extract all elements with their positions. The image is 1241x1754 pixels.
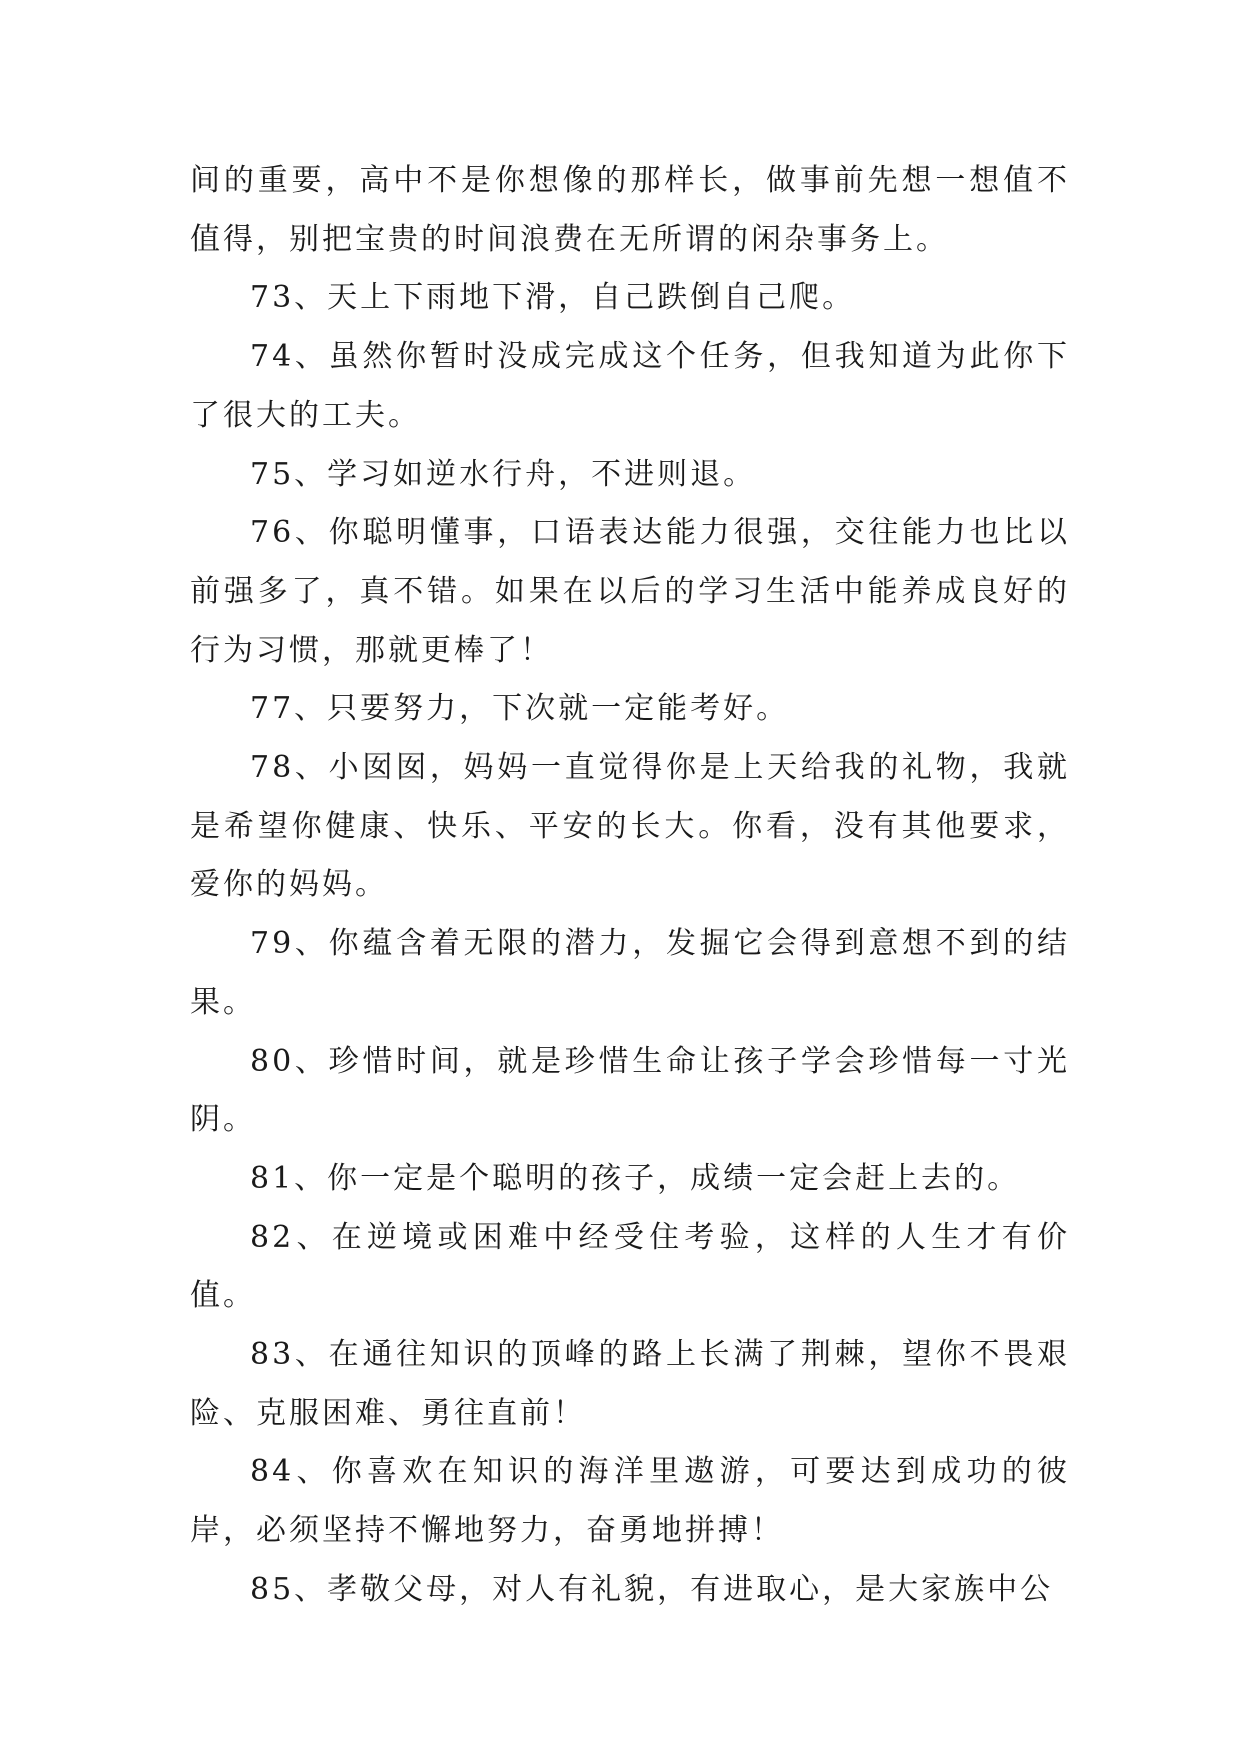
paragraph-84: 84、你喜欢在知识的海洋里遨游，可要达到成功的彼岸，必须坚持不懈地努力，奋勇地拼搏！ (190, 1454, 1070, 1549)
paragraph-75: 75、学习如逆水行舟，不进则退。 (250, 456, 757, 492)
paragraph-74: 74、虽然你暂时没成完成这个任务，但我知道为此你下了很大的工夫。 (190, 339, 1070, 433)
paragraph-78: 78、小囡囡，妈妈一直觉得你是上天给我的礼物，我就是希望你健康、快乐、平安的长大。你看，没有其他要求，爱你的妈妈。 (190, 750, 1070, 903)
paragraph-83: 83、在通往知识的顶峰的路上长满了荆棘，望你不畏艰险、克服困难、勇往直前！ (190, 1337, 1070, 1431)
document-body (190, 152, 1070, 1620)
paragraph-continued: 间的重要，高中不是你想像的那样长，做事前先想一想值不值得，别把宝贵的时间浪费在无所谓的闲杂事务上。 (190, 163, 1070, 257)
paragraph-79: 79、你蕴含着无限的潜力，发掘它会得到意想不到的结果。 (190, 926, 1070, 1020)
paragraph-82: 82、在逆境或困难中经受住考验，这样的人生才有价值。 (190, 1219, 1070, 1314)
paragraph-73: 73、天上下雨地下滑，自己跌倒自己爬。 (250, 280, 856, 316)
paragraph-80: 80、珍惜时间，就是珍惜生命让孩子学会珍惜每一寸光阴。 (190, 1043, 1070, 1138)
paragraph-81: 81、你一定是个聪明的孩子，成绩一定会赶上去的。 (250, 1160, 1021, 1196)
paragraph-76: 76、你聪明懂事，口语表达能力很强，交往能力也比以前强多了，真不错。如果在以后的学习生活中能养成良好的行为习惯，那就更棒了！ (190, 515, 1070, 668)
paragraph-85: 85、孝敬父母，对人有礼貌，有进取心，是大家族中公 (250, 1571, 1054, 1607)
paragraph-77: 77、只要努力，下次就一定能考好。 (250, 691, 790, 727)
